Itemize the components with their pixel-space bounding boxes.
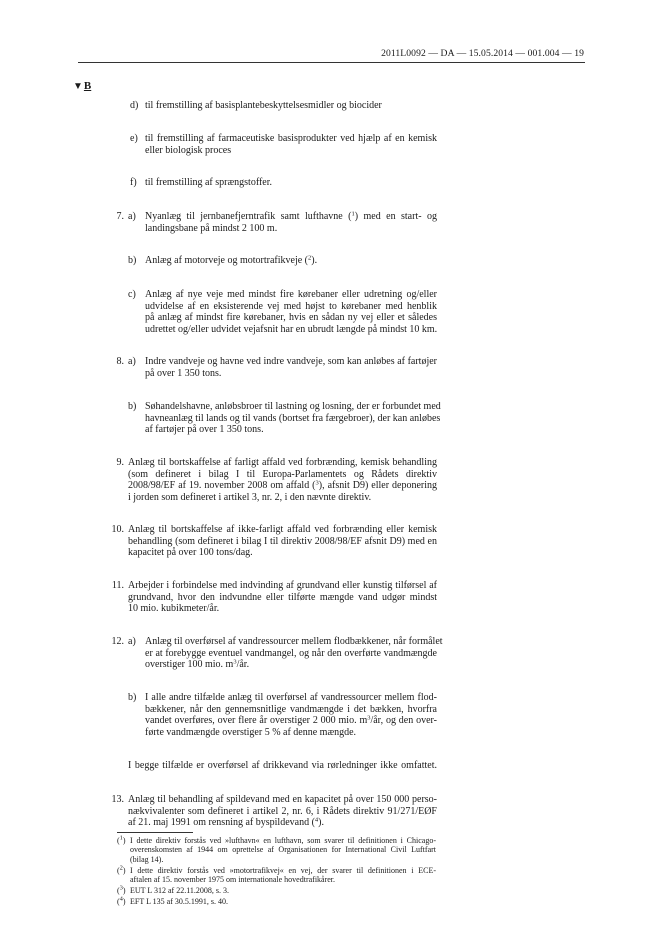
footnote-ref-1[interactable]: 1: [351, 210, 355, 218]
footnote-marker: [117, 866, 126, 875]
item-13-line: [128, 817, 437, 829]
footnote-marker-part: (: [117, 897, 120, 906]
item-7a-text: [145, 211, 437, 234]
marker-letter: B: [83, 80, 92, 92]
item-7c-line: udrettet og/eller udvidet vejafsnit har en ubrudt længde på mindst 10 km.: [145, 324, 438, 336]
footnote-marker-part: ): [122, 886, 126, 895]
item-9-text-part: 2008/98/EF af 19. november 2008 om affald (: [128, 480, 316, 492]
item-11-line: Arbejder i forbindelse med indvinding af grundvand eller kunstig tilførsel af: [128, 580, 437, 591]
footnote-text: [130, 886, 436, 895]
footnote-marker-number: 3: [119, 884, 123, 892]
item-11-text: [128, 580, 437, 615]
footnote-marker-part: (: [117, 836, 120, 845]
item-7b-text-part: ).: [311, 255, 318, 266]
footnote-marker-part: ): [122, 836, 126, 845]
item-7c-text: [145, 289, 437, 336]
item-8b-label: b): [128, 401, 137, 412]
item-12a-line: [145, 659, 437, 671]
item-f-text: [145, 177, 272, 189]
item-12-number: 12.: [111, 636, 124, 647]
footnote-text: [130, 897, 436, 906]
item-9-number: 9.: [116, 457, 124, 468]
item-10-line: behandling (som defineret i bilag I til direktiv 2008/98/EF afsnit D9) med en: [128, 535, 437, 547]
item-d-text: [145, 100, 382, 112]
item-12-note: [128, 760, 437, 772]
footnote-line: (bilag 14).: [130, 854, 164, 864]
item-12-note-line: I begge tilfælde er overførsel af drikkevand via rørledninger ikke omfattet.: [128, 760, 437, 771]
item-12b-label: b): [128, 692, 137, 703]
item-f-line: til fremstilling af sprængstoffer.: [145, 177, 273, 188]
running-head: 2011L0092 — DA — 15.05.2014 — 001.004 — 19: [381, 48, 584, 59]
item-7-number: 7.: [116, 211, 124, 222]
item-9-text-part: ), afsnit D9) eller deponering: [318, 480, 437, 492]
item-13-text-part: af 21. maj 1991 om rensning af byspildevand (: [128, 817, 315, 829]
item-7b-line: [145, 255, 317, 267]
footnote-marker-number: 4: [119, 895, 123, 903]
item-13-line: nækvivalenter som defineret i artikel 2, nr. 6, i Rådets direktiv 91/271/EØF: [128, 805, 437, 817]
item-12a-label: a): [128, 636, 136, 647]
item-7b-label: b): [128, 255, 137, 266]
footnote-text: [130, 836, 436, 864]
footnote-marker-part: ): [122, 866, 126, 875]
footnote-line: I dette direktiv forstås ved »lufthavn« en lufthavn, som svarer til definitionen i Chicago-: [130, 836, 436, 845]
footnote-marker-part: (: [117, 886, 120, 895]
item-12a-line: Anlæg til overførsel af vandressourcer mellem flodbækkener, når formålet: [145, 636, 443, 647]
footnote-marker: [117, 836, 126, 845]
footnote-marker-part: ): [122, 897, 126, 906]
item-7c-line: på anlæg af mindst fire kørebaner, hvis en sådan ny vej eller et således: [145, 312, 437, 324]
item-7c-line: Anlæg af nye veje med mindst fire kørebaner eller udretning og/eller: [145, 289, 437, 300]
header-rule: [78, 62, 585, 63]
item-7a-line: [145, 211, 437, 223]
footnote-marker-part: (: [117, 866, 120, 875]
item-12b-text-part: vandet overføres, over flere år overstiger 2 000 mio. m: [145, 715, 368, 727]
item-e-line: eller biologisk proces: [145, 144, 232, 156]
item-e-line: til fremstilling af farmaceutiske basisprodukter ved hjælp af en kemisk: [145, 133, 437, 144]
item-12b-line: førte vandmængde overstiger 5 % af denne mængde.: [145, 727, 357, 739]
footnote-ref-3[interactable]: 3: [315, 479, 319, 487]
item-8a-label: a): [128, 356, 136, 367]
item-12b-text-part: /år, og den over-: [370, 715, 437, 727]
item-8-number: 8.: [116, 356, 124, 367]
item-12b-line: [145, 715, 437, 727]
item-e-text: [145, 133, 437, 156]
amendment-marker: [73, 80, 91, 92]
item-8b-line: Søhandelshavne, anløbsbroer til lastning og losning, der er forbundet med: [145, 401, 441, 412]
item-13-line: Anlæg til behandling af spildevand med en kapacitet på over 150 000 perso-: [128, 794, 437, 805]
footnote-text: [130, 866, 436, 885]
item-10-line: Anlæg til bortskaffelse af ikke-farligt affald ved forbrænding eller kemisk: [128, 524, 437, 535]
item-12b-line: I alle andre tilfælde anlæg til overførsel af vandressourcer mellem flod-: [145, 692, 437, 703]
item-7a-text-part: Nyanlæg til jernbanefjerntrafik samt lufthavne (: [145, 211, 352, 222]
item-e-label: e): [130, 133, 138, 144]
superscript: 3: [233, 658, 237, 666]
item-9-line: Anlæg til bortskaffelse af farligt affald ved forbrænding, kemisk behandling: [128, 457, 437, 468]
item-12a-text: [145, 636, 443, 671]
item-7c-line: udvidelse af en eksisterende vej med højst to kørebaner med henblik: [145, 300, 437, 312]
item-7c-label: c): [128, 289, 136, 300]
footnote-line: EFT L 135 af 30.5.1991, s. 40.: [130, 897, 228, 906]
item-12a-text-part: /år.: [236, 659, 250, 671]
footnote-marker-number: 1: [119, 834, 123, 842]
item-8b-line: havneanlæg til lands og til vands (bortset fra færgebroer), der kan anløbes: [145, 412, 441, 424]
footnote-line: overenskomsten af 1944 om oprettelse af Organisationen for International Civil Luftfart: [130, 845, 436, 855]
item-8b-line: af fartøjer på over 1 350 tons.: [145, 424, 264, 436]
item-7b-text: [145, 255, 317, 267]
item-7b-text-part: Anlæg af motorveje og motortrafikveje (: [145, 255, 309, 266]
superscript: 3: [367, 714, 371, 722]
item-10-number: 10.: [111, 524, 124, 535]
item-10-text: [128, 524, 437, 559]
footnote-rule: [117, 832, 193, 833]
footnote-line: EUT L 312 af 22.11.2008, s. 3.: [130, 886, 230, 895]
item-7a-line: landingsbane på mindst 2 100 m.: [145, 222, 278, 234]
item-11-line: grundvand, hvor den indvundne eller tilførte mængde vand udgør mindst: [128, 591, 437, 603]
footnote-marker: [117, 886, 126, 895]
item-9-text: [128, 457, 437, 504]
item-8b-text: [145, 401, 441, 436]
item-9-line: i jorden som defineret i artikel 3, nr. 2, i den nævnte direktiv.: [128, 492, 372, 504]
item-12b-line: bækkener, når den gennemsnitlige vandmængde i det bækken, hvorfra: [145, 703, 437, 715]
item-7a-text-part: ) med en start- og: [354, 211, 437, 222]
item-12a-line: er at forebygge eventuel vandmangel, og når den overførte vandmængde: [145, 647, 437, 659]
item-8a-text: [145, 356, 437, 379]
item-9-line: (som defineret i bilag I til Europa-Parlamentets og Rådets direktiv: [128, 468, 437, 480]
item-8a-line: Indre vandveje og havne ved indre vandveje, som kan anløbes af fartøjer: [145, 356, 437, 367]
item-11-number: 11.: [111, 580, 124, 591]
footnote-marker-number: 2: [119, 864, 123, 872]
item-10-line: kapacitet på over 100 tons/dag.: [128, 547, 253, 559]
footnote-marker: [117, 897, 126, 906]
item-13-text: [128, 794, 437, 829]
item-f-label: f): [130, 177, 137, 188]
footnote-ref-4[interactable]: 4: [314, 816, 319, 824]
item-d-label: d): [130, 100, 139, 111]
item-9-line: [128, 480, 437, 492]
triangle-marker-icon: ▼: [73, 81, 83, 92]
item-8a-line: på over 1 350 tons.: [145, 367, 222, 379]
item-d-line: til fremstilling af basisplantebeskyttelsesmidler og biocider: [145, 100, 382, 111]
item-7a-label: a): [128, 211, 136, 222]
item-12b-text: [145, 692, 437, 739]
footnote-line: I dette direktiv forstås ved »motortrafikvej« en vej, der svarer til definitionen i ECE-: [130, 866, 436, 875]
item-12a-text-part: overstiger 100 mio. m: [145, 659, 234, 671]
item-13-text-part: ).: [318, 817, 324, 829]
footnote-ref-2[interactable]: 2: [308, 254, 312, 262]
item-13-number: 13.: [111, 794, 124, 805]
item-11-line: 10 mio. kubikmeter/år.: [128, 603, 220, 615]
footnote-line: aftalen af 15. november 1975 om internationale hovedtrafikårer.: [130, 875, 336, 885]
